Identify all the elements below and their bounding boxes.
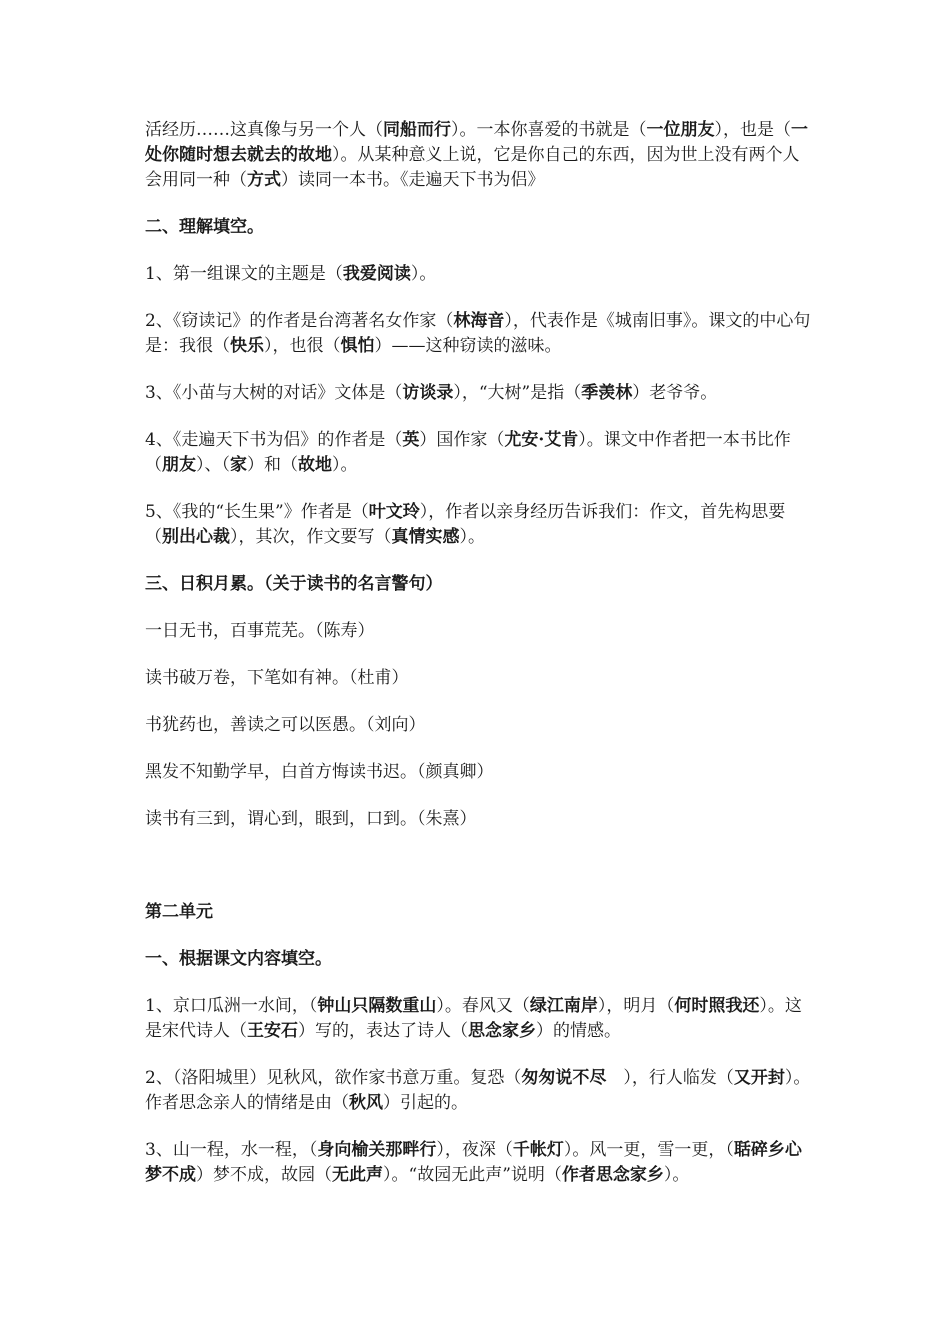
text-segment: ）。春风又（ [436,996,530,1016]
section-heading [145,900,815,925]
answer-text: 林海音 [453,311,505,331]
text-segment: ）写的，表达了诗人（ [298,1021,468,1041]
text-segment: ）。 [459,527,485,547]
text-segment: ）国作家（ [419,430,505,450]
answer-text: 惧怕 [340,336,375,356]
paragraph [145,994,815,1044]
document-body [145,118,815,1210]
section-heading [145,947,815,972]
answer-text: 真情实感 [391,527,460,547]
text-segment: ）。一本你喜爱的书就是（ [451,120,647,140]
text-segment: 三、日积月累。（关于读书的名言警句） [145,574,443,594]
text-segment: 书犹药也，善读之可以医愚。（刘向） [145,715,426,735]
answer-text: 一位朋友 [646,120,715,140]
text-segment: ），代表作是《城南旧事》。课文的中心句是：我很（ [145,311,811,356]
paragraph [145,760,815,785]
answer-text: 同船而行 [383,120,451,140]
text-segment: ）。 [663,1165,690,1185]
answer-text: 朋友 [162,455,196,475]
text-segment: 读书破万卷，下笔如有神。（杜甫） [145,668,409,688]
answer-text: 千帐灯 [512,1140,564,1160]
paragraph [145,619,815,644]
answer-text: 英 [402,430,420,450]
text-segment: ），其次，作文要写（ [230,527,392,547]
text-segment: ）、（ [196,455,230,475]
text-segment: 一、根据课文内容填空。 [145,949,332,969]
text-segment: 2、（洛阳城里）见秋风，欲作家书意万重。复恐（ [145,1068,522,1088]
answer-text: 别出心裁 [162,527,230,547]
paragraph [145,713,815,738]
answer-text: 快乐 [230,336,264,356]
answer-text: 又开封 [733,1068,785,1088]
paragraph [145,666,815,691]
text-segment: 第二单元 [145,902,213,922]
answer-text: 访谈录 [402,383,454,403]
text-segment: ）。从某种意义上说，它是你自己的东西，因为世上没有两个人会用同一种（ [145,145,800,190]
text-segment: 4、《走遍天下书为侣》的作者是（ [145,430,403,450]
text-segment: 2、《窃读记》的作者是台湾著名女作家（ [145,311,454,331]
section-gap [145,854,815,900]
section-heading [145,572,815,597]
answer-text: 秋风 [349,1093,383,1113]
answer-text: 绿江南岸 [529,996,598,1016]
text-segment: ），作者以亲身经历告诉我们：作文，首先构思要（ [145,502,786,547]
answer-text: 尤安·艾肯 [504,430,579,450]
text-segment: 黑发不知勤学早，白首方悔读书迟。（颜真卿） [145,762,494,782]
paragraph [145,807,815,832]
paragraph [145,381,815,406]
text-segment: 一日无书，百事荒芜。（陈寿） [145,621,375,641]
answer-text: 叶文玲 [368,502,420,522]
text-segment: ），也很（ [264,336,341,356]
text-segment: ）老爷爷。 [632,383,718,403]
text-segment: ）。课文中作者把一本书比作（ [145,430,791,475]
paragraph [145,500,815,550]
paragraph [145,1066,815,1116]
text-segment: ）和（ [247,455,298,475]
paragraph [145,309,815,359]
text-segment: ）引起的。 [383,1093,468,1113]
text-segment: 3、山一程，水一程，（ [145,1140,318,1160]
answer-text: 方式 [247,170,281,190]
paragraph [145,1138,815,1188]
text-segment: ）梦不成，故园（ [196,1165,332,1185]
text-segment: ）读同一本书。《走遍天下书为侣》 [281,170,545,190]
answer-text: 季羡林 [581,383,633,403]
answer-text: 一处你随时想去就去的故地 [145,120,808,165]
answer-text: 家 [230,455,247,475]
text-segment: ），夜深（ [436,1140,513,1160]
paragraph [145,428,815,478]
paragraph [145,118,815,193]
text-segment: ）——这种窃读的滋味。 [374,336,562,356]
text-segment: 5、《我的“长生果”》作者是（ [145,502,369,522]
text-segment: 读书有三到，谓心到，眼到，口到。（朱熹） [145,809,477,829]
section-heading [145,215,815,240]
paragraph [145,262,815,287]
answer-text: 王安石 [247,1021,298,1041]
text-segment: ）。作者思念亲人的情绪是由（ [145,1068,811,1113]
text-segment: ）的情感。 [536,1021,621,1041]
text-segment: 活经历……这真像与另一个人（ [145,120,383,140]
text-segment: 1、京口瓜洲一水间，（ [145,996,318,1016]
text-segment: ），也是（ [714,120,791,140]
text-segment: ）。风一更，雪一更，（ [563,1140,734,1160]
answer-text: 聒碎乡心梦不成 [145,1140,802,1185]
text-segment: ）。 [332,455,358,475]
answer-text: 何时照我还 [674,996,760,1016]
text-segment: ）。“故园无此声”说明（ [383,1165,562,1185]
answer-text: 匆匆说不尽 [521,1068,607,1088]
text-segment: 二、理解填空。 [145,217,264,237]
text-segment: ）。 [410,264,437,284]
text-segment: 1、第一组课文的主题是（ [145,264,343,284]
answer-text: 无此声 [332,1165,383,1185]
answer-text: 钟山只隔数重山 [317,996,437,1016]
text-segment: ）。这是宋代诗人（ [145,996,802,1041]
answer-text: 故地 [298,455,332,475]
answer-text: 思念家乡 [468,1021,536,1041]
answer-text: 我爱阅读 [342,264,411,284]
text-segment: ），明月（ [597,996,675,1016]
text-segment: ），“大树”是指（ [453,383,582,403]
answer-text: 身向榆关那畔行 [317,1140,437,1160]
text-segment: ），行人临发（ [606,1068,734,1088]
text-segment: 3、《小苗与大树的对话》文体是（ [145,383,403,403]
answer-text: 作者思念家乡 [561,1165,664,1185]
